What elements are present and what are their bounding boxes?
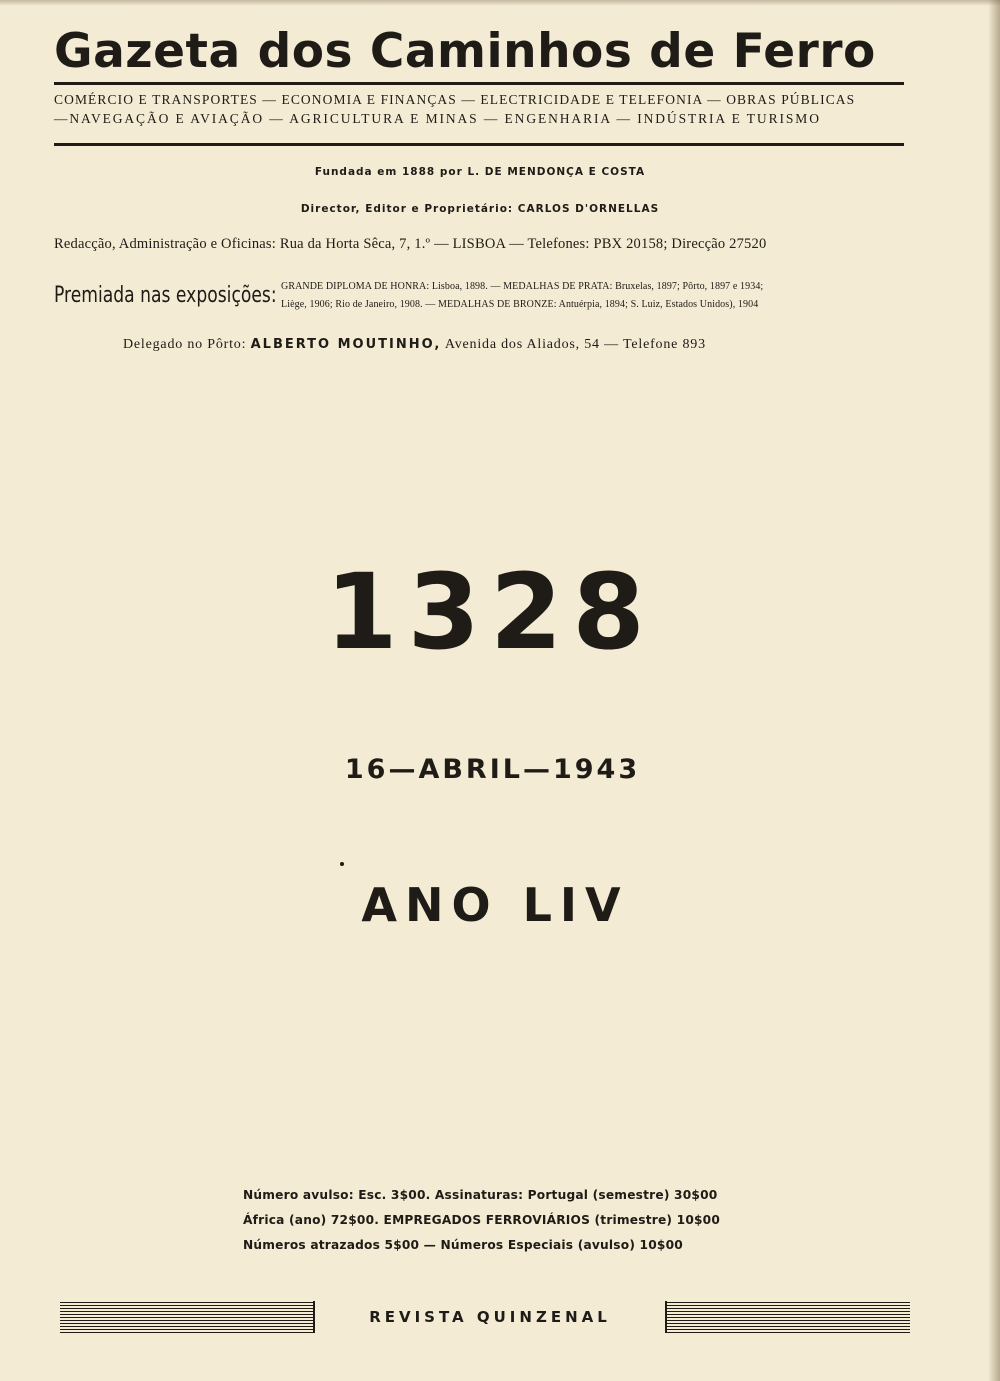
- issue-number: 1328: [325, 551, 655, 673]
- delegate-name: ALBERTO MOUTINHO,: [250, 337, 442, 352]
- page-edge-shadow-right: [988, 0, 1000, 1381]
- issue-date: 16—ABRIL—1943: [344, 754, 641, 785]
- price-line-1: Número avulso: Esc. 3$00. Assinaturas: Portugal (semestre) 30$00: [243, 1188, 718, 1202]
- price-line-3: Números atrazados 5$00 — Números Especiais (avulso) 10$00: [243, 1238, 683, 1252]
- delegate-address: Avenida dos Aliados, 54 — Telefone 893: [444, 337, 706, 352]
- masthead-rule-bottom: [54, 143, 904, 146]
- address-line: Redacção, Administração e Oficinas: Rua da Horta Sêca, 7, 1.º — LISBOA — Telefones: PBX 20158; Direcção 27520: [54, 236, 767, 252]
- page-edge-shadow-top: [0, 0, 1000, 6]
- delegate-prefix: Delegado no Pôrto:: [123, 337, 247, 352]
- masthead-rule-top: [54, 82, 904, 85]
- awards-label: Premiada nas exposições:: [54, 283, 277, 308]
- masthead-title: Gazeta dos Caminhos de Ferro: [54, 24, 876, 79]
- director-line: Director, Editor e Proprietário: CARLOS D'ORNELLAS: [300, 203, 660, 215]
- masthead-subjects-line-2: —NAVEGAÇÃO E AVIAÇÃO — AGRICULTURA E MINAS — ENGENHARIA — INDÚSTRIA E TURISMO: [54, 111, 821, 126]
- issue-year: ANO LIV: [361, 878, 629, 932]
- price-line-2: África (ano) 72$00. EMPREGADOS FERROVIÁRIOS (trimestre) 10$00: [243, 1213, 721, 1227]
- awards-line-2: Liège, 1906; Rio de Janeiro, 1908. — MEDALHAS DE BRONZE: Antuérpia, 1894; S. Luiz, Estados Unidos), 1904: [281, 299, 759, 310]
- awards-line-1: GRANDE DIPLOMA DE HONRA: Lisboa, 1898. — MEDALHAS DE PRATA: Bruxelas, 1897; Pôrto, 1897 e 1934;: [281, 281, 764, 292]
- delegate-line: [123, 337, 706, 353]
- ink-dot: [340, 862, 344, 866]
- masthead-subjects-line-1: COMÉRCIO E TRANSPORTES — ECONOMIA E FINANÇAS — ELECTRICIDADE E TELEFONIA — OBRAS PÚBLICAS: [54, 92, 856, 107]
- footer-label: REVISTA QUINZENAL: [313, 1301, 667, 1333]
- founded-line: Fundada em 1888 por L. DE MENDONÇA E COSTA: [314, 166, 646, 178]
